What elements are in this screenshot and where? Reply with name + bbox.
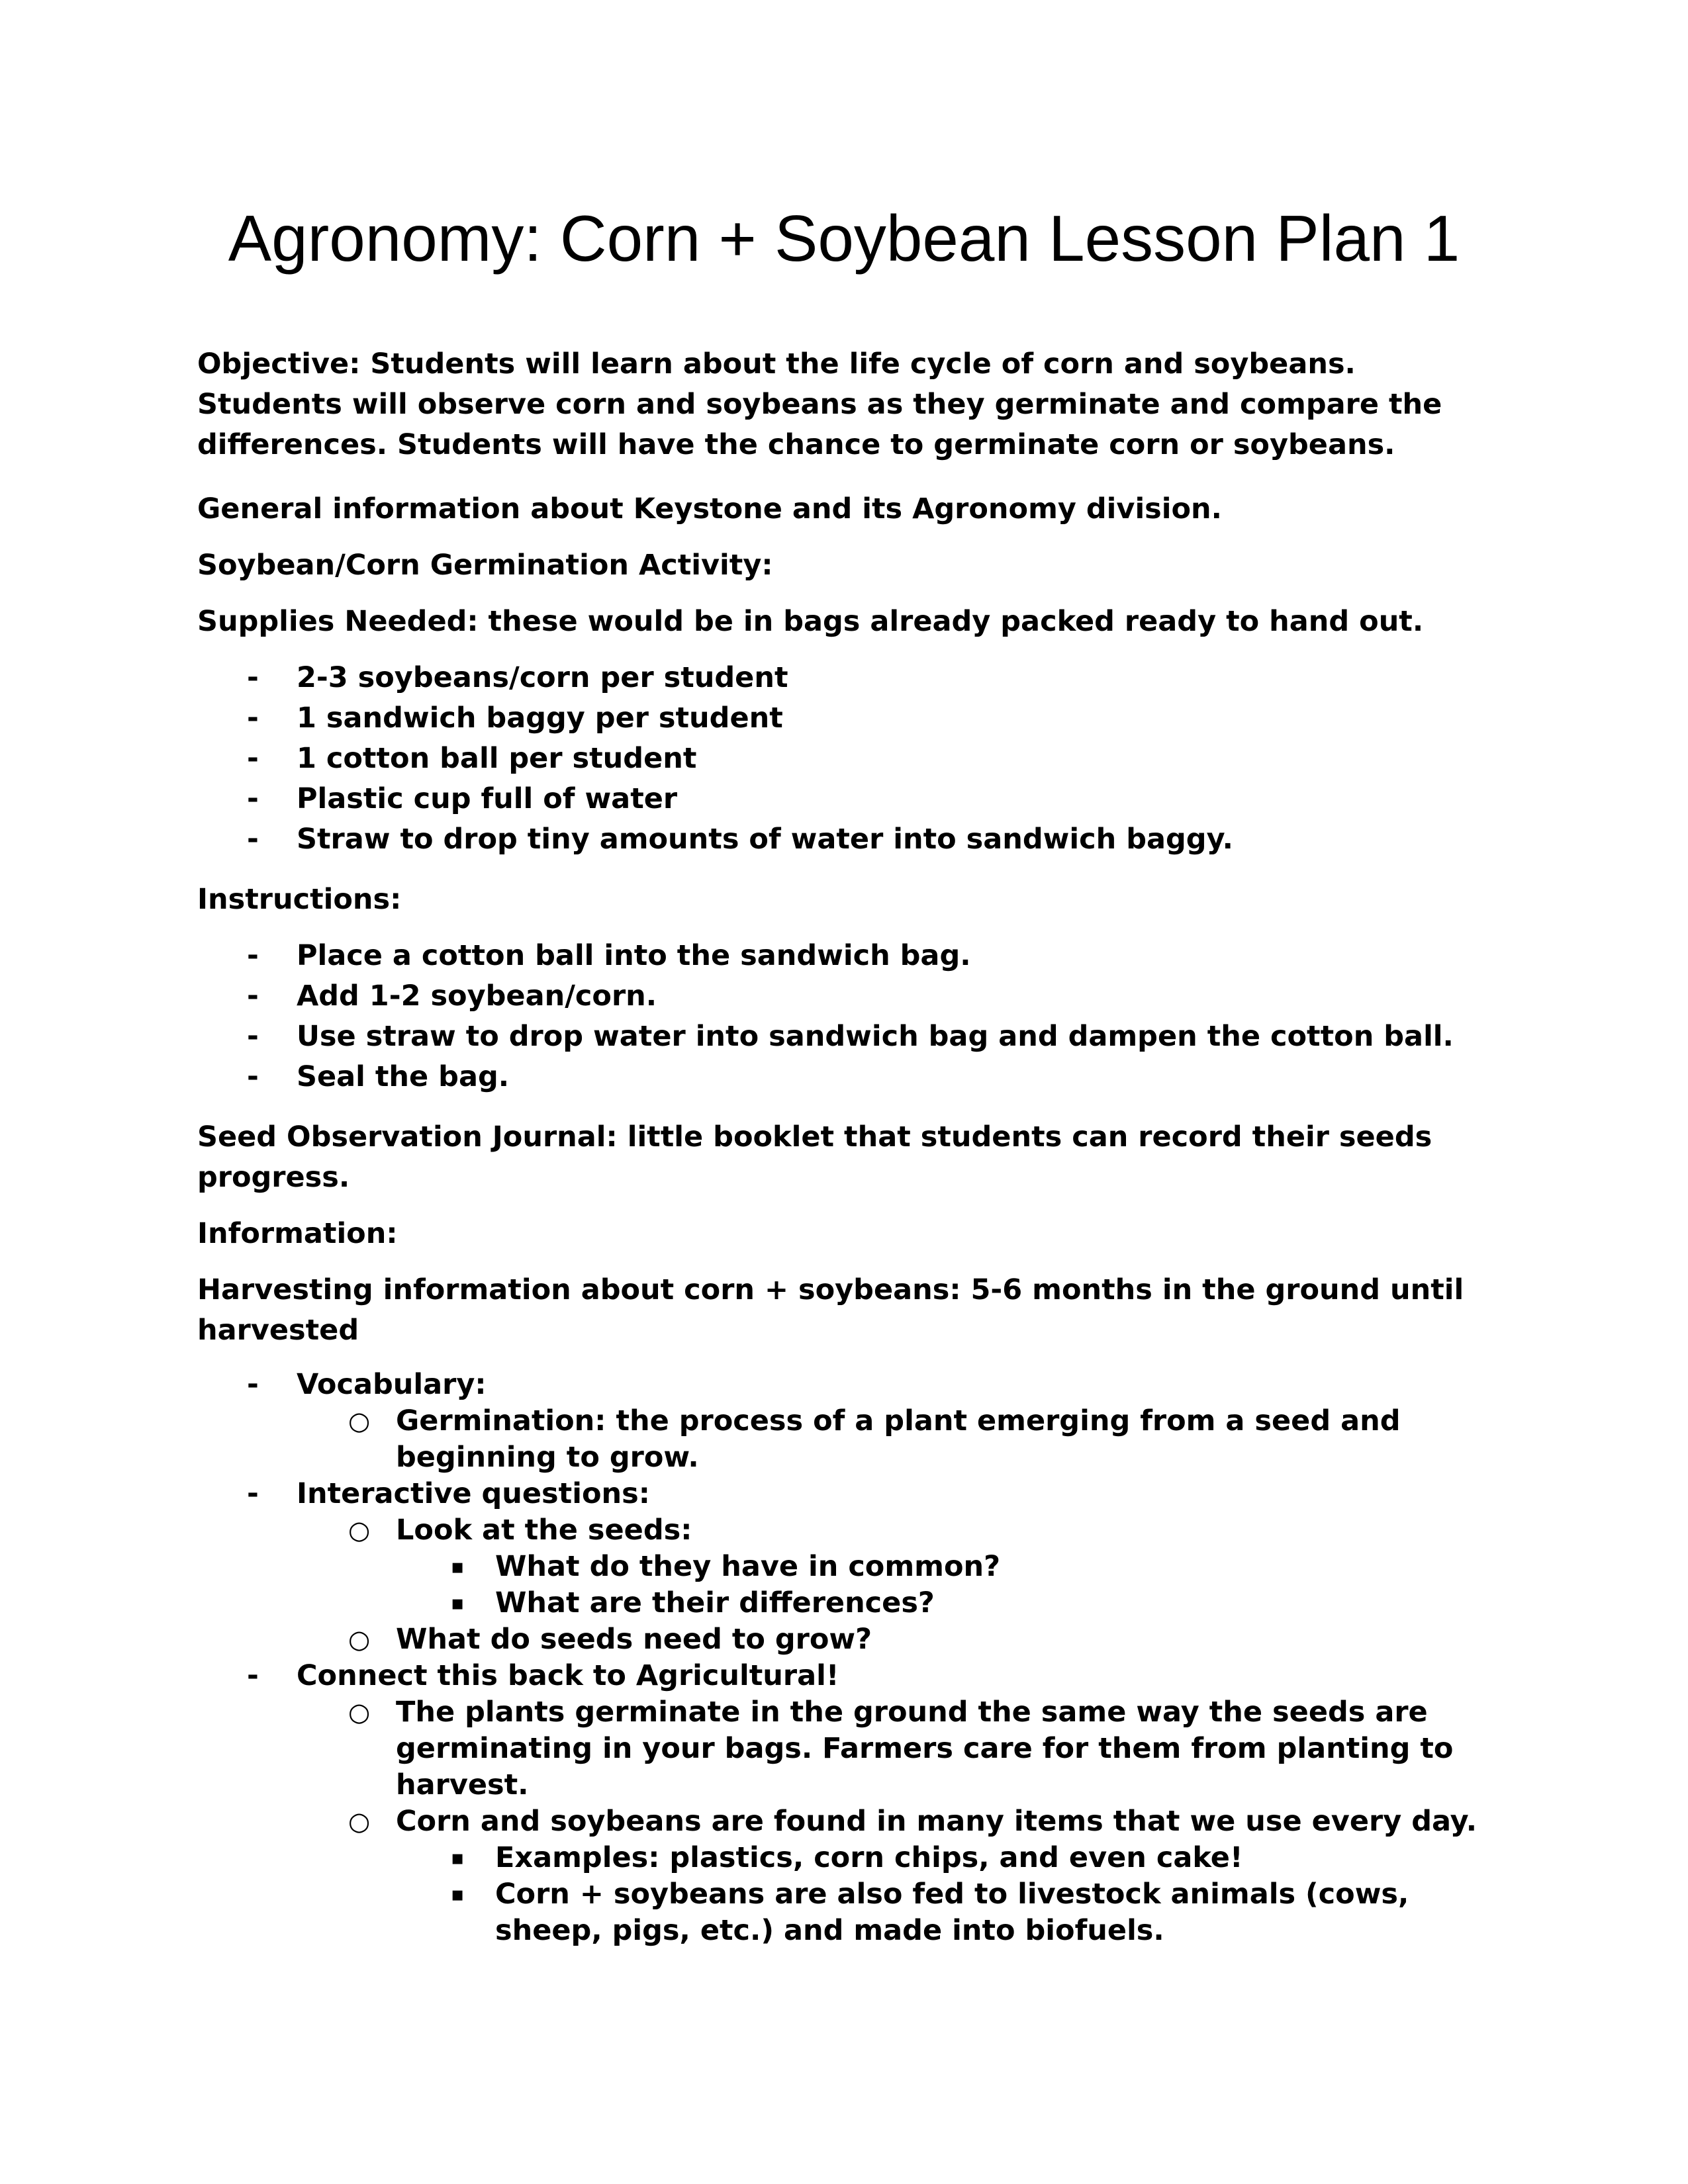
circle-bullet: ○: [348, 1406, 371, 1435]
outline-text: Corn + soybeans are also fed to livestock animals (cows, sheep, pigs, etc.) and made into biofuels.: [495, 1878, 1409, 1947]
dash-bullet: -: [247, 1659, 259, 1692]
dash-bullet: -: [247, 1020, 259, 1053]
instruction-item: Seal the bag.: [297, 1060, 510, 1093]
dash-bullet: -: [247, 742, 259, 775]
list-item: [197, 936, 1495, 976]
circle-bullet: ○: [348, 1516, 371, 1545]
list-item: [197, 739, 1495, 779]
outline-text: The plants germinate in the ground the same way the seeds are germinating in your bags. Farmers care for them from planting to harvest.: [396, 1696, 1454, 1801]
outline-text: Germination: the process of a plant emerging from a seed and beginning to grow.: [396, 1404, 1401, 1474]
dash-bullet: -: [247, 1060, 259, 1093]
dash-bullet: -: [247, 1368, 259, 1401]
outline-text: Vocabulary:: [297, 1368, 487, 1401]
outline-text: What do they have in common?: [495, 1550, 1001, 1583]
list-item: [197, 1017, 1495, 1057]
list-item: [197, 1840, 1495, 1876]
document-body: [197, 344, 1495, 1949]
supplies-heading: Supplies Needed: these would be in bags already packed ready to hand out.: [197, 605, 1424, 638]
dash-bullet: -: [247, 661, 259, 694]
general-info-paragraph: General information about Keystone and its Agronomy division.: [197, 492, 1222, 525]
list-item: [197, 1549, 1495, 1585]
outline-text: What are their differences?: [495, 1586, 935, 1619]
list-item: [197, 1585, 1495, 1621]
dash-bullet: -: [247, 702, 259, 735]
dash-bullet: -: [247, 782, 259, 815]
instruction-item: Add 1-2 soybean/corn.: [297, 979, 657, 1013]
information-heading: Information:: [197, 1217, 398, 1250]
outline-text: What do seeds need to grow?: [396, 1623, 872, 1656]
outline-text: Corn and soybeans are found in many items that we use every day.: [396, 1805, 1477, 1838]
list-item: [197, 1057, 1495, 1097]
square-bullet: ▪: [451, 1592, 465, 1615]
instruction-item: Use straw to drop water into sandwich bag and dampen the cotton ball.: [297, 1020, 1454, 1053]
dash-bullet: -: [247, 939, 259, 972]
instructions-list: [197, 936, 1495, 1097]
list-item: [197, 1694, 1495, 1803]
square-bullet: ▪: [451, 1555, 465, 1578]
dash-bullet: -: [247, 1477, 259, 1510]
supply-item: 2-3 soybeans/corn per student: [297, 661, 788, 694]
list-item: [197, 1621, 1495, 1658]
list-item: [197, 1658, 1495, 1694]
circle-bullet: ○: [348, 1698, 371, 1727]
instructions-heading: Instructions:: [197, 883, 402, 916]
supply-item: Straw to drop tiny amounts of water into sandwich baggy.: [297, 823, 1233, 856]
outline-list: [197, 1367, 1495, 1949]
supply-item: 1 sandwich baggy per student: [297, 702, 783, 735]
square-bullet: ▪: [451, 1846, 465, 1870]
outline-text: Examples: plastics, corn chips, and even cake!: [495, 1841, 1243, 1874]
list-item: [197, 1512, 1495, 1549]
supply-item: Plastic cup full of water: [297, 782, 678, 815]
supplies-list: [197, 658, 1495, 860]
instruction-item: Place a cotton ball into the sandwich bag.: [297, 939, 971, 972]
outline-text: Look at the seeds:: [396, 1514, 692, 1547]
journal-paragraph: Seed Observation Journal: little booklet that students can record their seeds progress.: [197, 1120, 1432, 1194]
list-item: [197, 1876, 1495, 1949]
harvesting-paragraph: Harvesting information about corn + soybeans: 5-6 months in the ground until harvested: [197, 1273, 1464, 1347]
page-title: Agronomy: Corn + Soybean Lesson Plan 1: [228, 202, 1460, 275]
list-item: [197, 1803, 1495, 1840]
activity-heading: Soybean/Corn Germination Activity:: [197, 549, 773, 582]
square-bullet: ▪: [451, 1883, 465, 1906]
list-item: [197, 779, 1495, 819]
supply-item: 1 cotton ball per student: [297, 742, 697, 775]
outline-text: Interactive questions:: [297, 1477, 650, 1510]
list-item: [197, 976, 1495, 1017]
dash-bullet: -: [247, 979, 259, 1013]
list-item: [197, 1367, 1495, 1403]
list-item: [197, 819, 1495, 860]
list-item: [197, 698, 1495, 739]
circle-bullet: ○: [348, 1625, 371, 1654]
list-item: [197, 658, 1495, 698]
circle-bullet: ○: [348, 1807, 371, 1836]
list-item: [197, 1476, 1495, 1512]
dash-bullet: -: [247, 823, 259, 856]
list-item: [197, 1403, 1495, 1476]
outline-text: Connect this back to Agricultural!: [297, 1659, 839, 1692]
objective-paragraph: Objective: Students will learn about the life cycle of corn and soybeans. Students will observe corn and soybeans as they germinate and compare the differences. Students will have the chance to germinate corn or soybeans.: [197, 347, 1442, 461]
